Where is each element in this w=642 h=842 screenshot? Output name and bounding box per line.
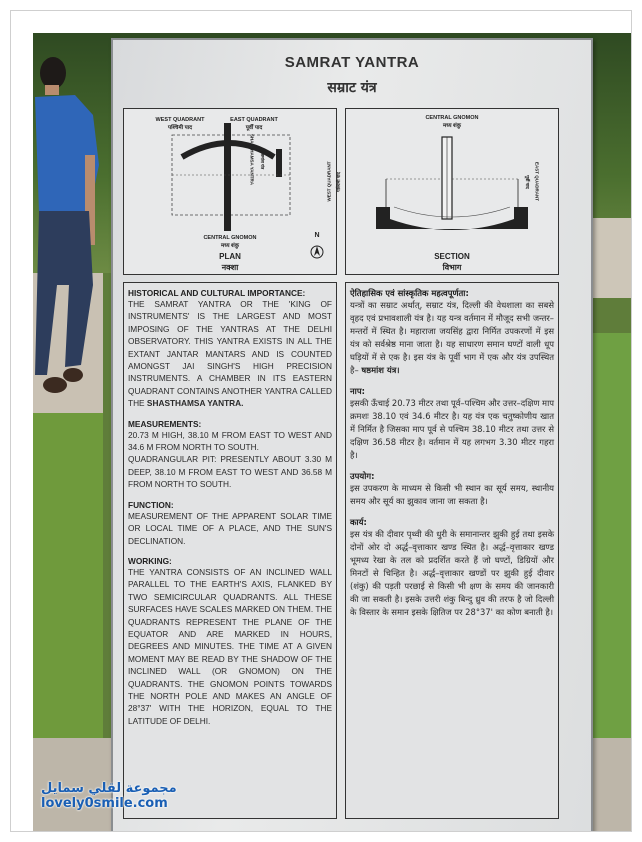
plan-east-label-hi: पूर्वी पाद (245, 125, 263, 131)
heading-function-hi: उपयोग: (350, 471, 375, 481)
paragraph-historical-text: THE SAMRAT YANTRA OR THE 'KING OF INSTRUMENTS' IS THE LARGEST AND MOST IMPOSING OF THE YANTRAS AT THE DELHI OBSERVATORY. THIS YANTRA EXISTS IN ALL THE EXTANT JANTAR MANTARS AND IS COUNTED AMONGST JAI SINGH'S HIGH PRECISION INSTRUMENTS. A CHAMBER IN ITS EASTERN QUADRANT CONTAINS ANOTHER YANTRA CALLED THE (128, 299, 332, 409)
background-grass-left (33, 413, 103, 743)
plan-west-label: WEST QUADRANT (155, 117, 205, 123)
paragraph-historical (124, 298, 336, 410)
watermark-site: lovely0smile.com (41, 796, 168, 811)
plan-gnomon-label-hi: मध्य शंकु (220, 243, 240, 249)
plan-east-label: EAST QUADRANT (230, 117, 278, 123)
section-caption-hi: विभाग (442, 263, 462, 272)
heading-function: FUNCTION: (128, 499, 174, 510)
paragraph-measurements-hi: इसकी ऊँचाई 20.73 मीटर तथा पूर्व–पश्चिम और उत्तर–दक्षिण माप क्रमशः 38.10 एवं 34.6 मीटर है। यह यंत्र एक चतुष्कोणीय खात में निर्मित है जिसका माप पूर्व से पश्चिम 38.10 मीटर तथा उत्तर से दक्षिण 36.58 मीटर है। वर्तमान में यह लगभग 3.30 मीटर गहरा है। (350, 398, 554, 460)
paragraph-working-hi: इस यंत्र की दीवार पृथ्वी की धुरी के समानान्तर झुकी हुई तथा इसके दोनों ओर दो अर्द्ध–वृत्ताकार खण्ड स्थित है। अर्द्ध–वृत्ताकार खण्ड भूमध्य रेखा के तल को प्रदर्शित करते हैं जो घण्टों, डिग्रियों और मिनटों से चिन्हित है। अर्द्ध–वृत्ताकार खण्डों पर झुकी हुई दीवार (शंकु) की पड़ती परछाई से किसी भी क्षण के समय की जानकारी की जा सकती है। इसके उत्तरी शंकु बिन्दु ध्रुव की तरफ है जो दिल्ली के विस्तार के समान इसके क्षितिज पर 28°37' का कोण बनाती है। (350, 529, 554, 617)
watermark-arabic: مجموعة لقلي سمايل (41, 781, 177, 796)
walking-person (35, 45, 99, 405)
plan-caption: PLAN (219, 252, 241, 261)
info-sign (111, 38, 593, 831)
shasthamsa-bold: SHASTHAMSA YANTRA. (146, 398, 244, 409)
english-text-panel (123, 282, 337, 819)
plan-west-label-hi: पश्चिमी पाद (167, 125, 193, 131)
heading-historical-hi: ऐतिहासिक एवं सांस्कृतिक महत्वपूर्णता: (350, 288, 469, 298)
image-frame (10, 10, 632, 832)
section-east-label: EAST QUADRANT (534, 162, 540, 201)
plan-gnomon-label: CENTRAL GNOMON (203, 235, 257, 241)
section-gnomon-label: CENTRAL GNOMON (425, 115, 479, 121)
paragraph-working: THE YANTRA CONSISTS OF AN INCLINED WALL PARALLEL TO THE EARTH'S AXIS, FLANKED BY TWO SEMICIRCULAR QUADRANTS. ALL THESE SURFACES HAVE SCALES MARKED ON THEM. THE QUADRANTS REPRESENT THE PLANE OF THE EQUATOR AND ARE MARKED IN HOURS, DEGREES AND MINUTES. THE TIME AT A GIVEN MOMENT MAY BE READ BY THE SHADOW OF THE INCLINED WALL (OR GNOMON) ON THE QUADRANTS. THE GNOMON POINTS TOWARDS THE NORTH POLE AND MAKES AN ANGLE OF 28°37' WITH THE HORIZON, EQUAL TO THE LATITUDE OF DELHI. (128, 566, 332, 726)
heading-measurements-hi: नाप: (350, 386, 365, 396)
plan-shasthamsa-label: SHASTHAMSA YANTRA (249, 133, 255, 186)
section-west-label-hi: पश्चिमी पाद (336, 172, 341, 192)
section-gnomon-label-hi: मध्य शंकु (442, 123, 462, 129)
section-caption: SECTION (434, 252, 470, 261)
plan-shasthamsa-label-hi: षष्ठमांश यंत्र (260, 150, 265, 170)
paragraph-pit: QUADRANGULAR PIT: PRESENTLY ABOUT 3.30 M DEEP, 38.10 M FROM EAST TO WEST AND 36.58 M FROM NORTH TO SOUTH. (128, 454, 332, 490)
photo (33, 33, 631, 831)
sign-title: SAMRAT YANTRA (284, 54, 420, 71)
paragraph-function: MEASUREMENT OF THE APPARENT SOLAR TIME OR LOCAL TIME OF A PLACE, AND THE SUN'S DECLINATION. (128, 510, 332, 546)
plan-drawing (124, 109, 336, 274)
heading-working: WORKING: (128, 555, 172, 566)
paragraph-historical-hi (346, 299, 558, 377)
section-east-label-hi: पूर्वी पाद (525, 175, 530, 189)
section-west-label: WEST QUADRANT (326, 161, 332, 202)
sign-title-hindi: सम्राट यंत्र (327, 80, 377, 96)
heading-measurements: MEASUREMENTS: (128, 418, 202, 429)
plan-diagram (123, 108, 337, 275)
section-diagram (326, 108, 559, 275)
paragraph-measurements: 20.73 M HIGH, 38.10 M FROM EAST TO WEST AND 34.6 M FROM NORTH TO SOUTH. (128, 429, 332, 453)
hindi-text-panel (345, 282, 559, 819)
paragraph-function-hi: इस उपकरण के माध्यम से किसी भी स्थान का सूर्य समय, स्थानीय समय और सूर्य का झुकाव जाना जा सकता है। (350, 483, 554, 506)
paragraph-historical-hi-text: यन्त्रों का सम्राट अर्थात्, सम्राट यंत्र, दिल्ली की वेधशाला का सबसे वृहद एवं प्रभावशाली यंत्र है। यह यन्त्र वर्तमान में मौजूद सभी जन्तर–मन्तरों में स्थित है। महाराजा जयसिंह द्वारा निर्मित उपकरणों में इस यंत्र को सर्वश्रेष्ठ माना जाता है। यह साधारण समान घण्टों वाली धूप घड़ियों में से एक है। इस यंत्र के पूर्वी भाग में एक और यंत्र उपस्थित है– (350, 300, 554, 375)
heading-historical: HISTORICAL AND CULTURAL IMPORTANCE: (128, 288, 306, 298)
heading-working-hi: कार्य: (350, 517, 367, 527)
watermark (41, 781, 241, 811)
shasthamsa-bold-hi: षष्ठमांश यंत्र। (361, 365, 400, 375)
north-arrow-label: N (314, 232, 320, 239)
plan-caption-hi: नक्शा (221, 263, 239, 272)
